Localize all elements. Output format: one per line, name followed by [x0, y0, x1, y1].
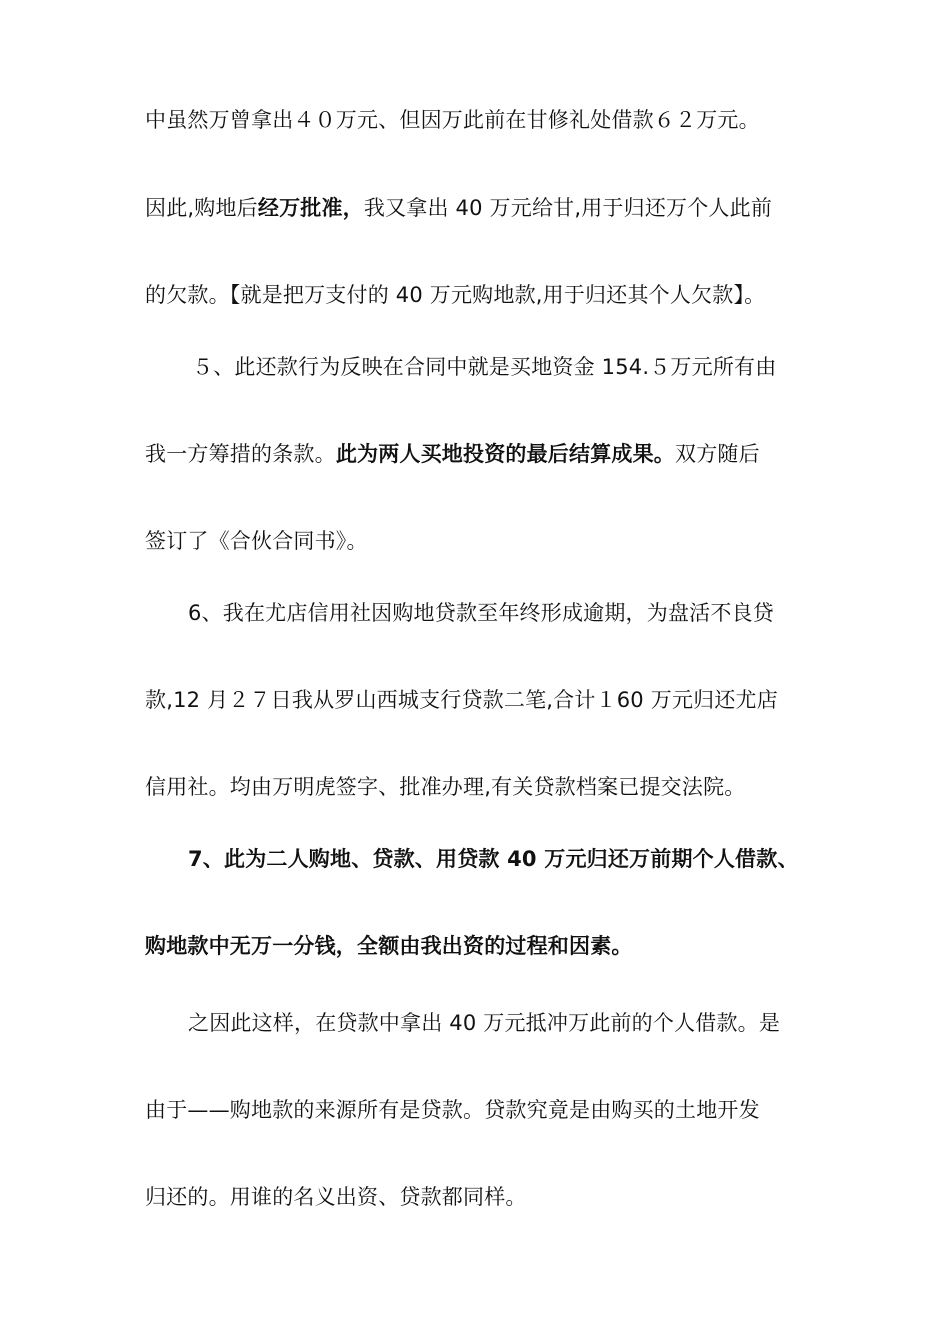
text-segment: 6、我在尤店信用社因购地贷款至年终形成逾期，为盘活不良贷 — [188, 601, 774, 625]
paragraph-line-bold — [145, 932, 835, 960]
bold-text-segment: 此为两人买地投资的最后结算成果。 — [335, 442, 676, 466]
text-segment: 归还的。用谁的名义出资、贷款都同样。 — [145, 1185, 527, 1209]
text-segment: 我一方筹措的条款。 — [145, 442, 336, 466]
paragraph-line — [145, 1183, 835, 1211]
text-segment: 的欠款。【就是把万支付的 40 万元购地款,用于归还其个人欠款】。 — [145, 283, 766, 307]
text-segment: 双方随后 — [675, 442, 760, 466]
text-segment: 中虽然万曾拿出４０万元、但因万此前在甘修礼处借款６２万元。 — [145, 108, 760, 132]
paragraph-first-line — [188, 599, 878, 627]
paragraph-line — [145, 194, 835, 222]
bold-text-segment: 经万批准， — [257, 196, 364, 220]
paragraph-line — [145, 106, 835, 134]
text-segment: 款,12 月２７日我从罗山西城支行贷款二笔,合计１60 万元归还尤店 — [145, 688, 778, 712]
paragraph-line — [145, 686, 835, 714]
paragraph-first-line — [188, 1009, 878, 1037]
paragraph-first-line — [192, 353, 882, 381]
paragraph-first-line-bold — [188, 845, 878, 873]
text-segment: 信用社。均由万明虎签字、批准办理,有关贷款档案已提交法院。 — [145, 775, 746, 799]
bold-text-segment: 7、此为二人购地、贷款、用贷款 40 万元归还万前期个人借款、 — [188, 847, 799, 871]
text-segment: ５、此还款行为反映在合同中就是买地资金 154.５万元所有由 — [192, 355, 777, 379]
paragraph-line — [145, 773, 835, 801]
paragraph-line — [145, 1096, 835, 1124]
paragraph-line — [145, 281, 835, 309]
paragraph-line — [145, 440, 835, 468]
text-segment: 之因此这样，在贷款中拿出 40 万元抵冲万此前的个人借款。是 — [188, 1011, 781, 1035]
paragraph-line — [145, 527, 835, 555]
text-segment: 由于——购地款的来源所有是贷款。贷款究竟是由购买的土地开发 — [145, 1098, 760, 1122]
bold-text-segment: 购地款中无万一分钱，全额由我出资的过程和因素。 — [145, 934, 633, 958]
text-segment: 我又拿出 40 万元给甘,用于归还万个人此前 — [363, 196, 773, 220]
text-segment: 签订了《合伙合同书》。 — [145, 529, 368, 553]
text-segment: 因此,购地后 — [145, 196, 258, 220]
